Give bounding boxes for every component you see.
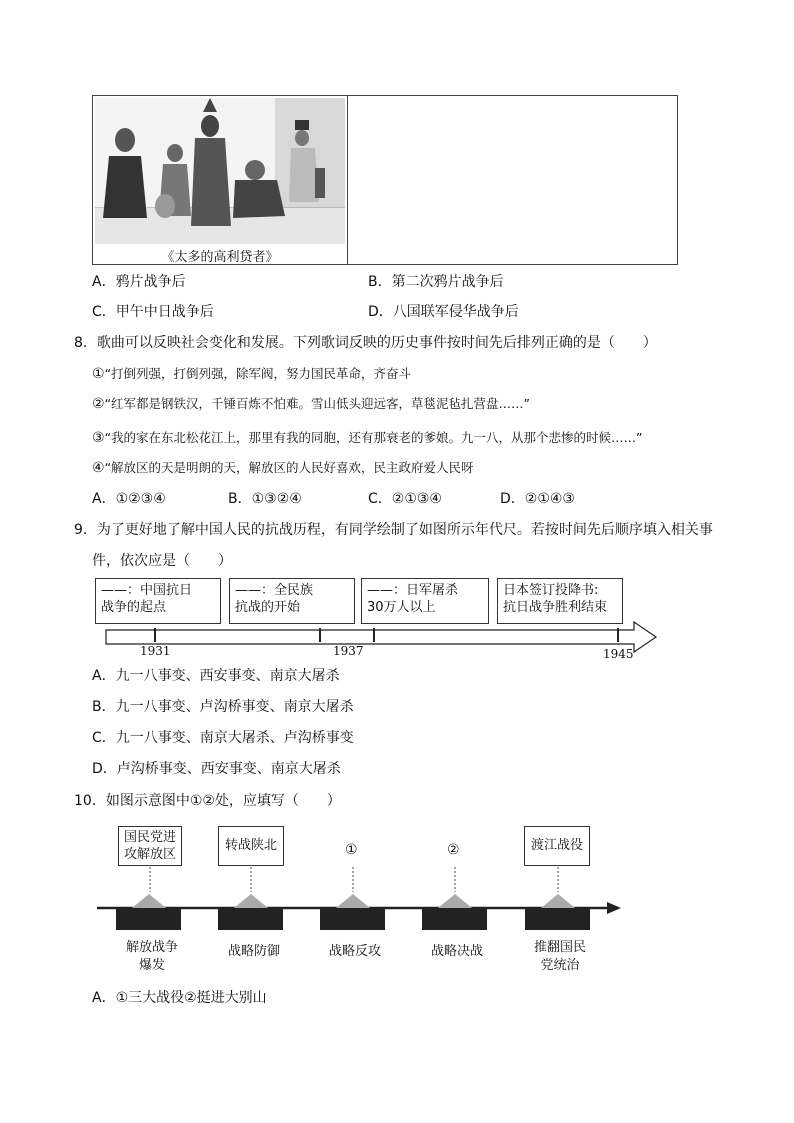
q9-option-b: B．九一八事变、卢沟桥事变、南京大屠杀 (92, 699, 354, 715)
top-box-5: 渡江战役 (524, 826, 590, 866)
q10-option-a: A．①三大战役②挺进大别山 (92, 990, 267, 1006)
blank-2-marker: ② (447, 842, 460, 858)
timeline-box-1: ——：中国抗日 战争的起点 (95, 578, 221, 624)
q7-option-d: D．八国联军侵华战争后 (368, 304, 519, 320)
q8-option-d: D．②①④③ (500, 491, 575, 507)
year-label-1937: 1937 (333, 644, 364, 658)
q8-option-b: B．①③②④ (228, 491, 302, 507)
lyric-number: ④ (92, 460, 105, 476)
q10-stem: 10．如图示意图中①②处，应填写（ ） (74, 793, 341, 809)
year-label-1931: 1931 (140, 644, 171, 658)
lyric-number: ② (92, 396, 105, 412)
q8-lyric-3 (92, 428, 643, 448)
q9-option-c: C．九一八事变、南京大屠杀、卢沟桥事变 (92, 730, 354, 746)
stage-label-1: 解放战争 爆发 (125, 940, 178, 973)
q8-lyric-4 (92, 458, 474, 478)
time-ruler (100, 620, 660, 660)
q7-cartoon-cell (93, 96, 348, 264)
cartoon-image (95, 98, 345, 244)
lyric-number: ① (92, 366, 105, 382)
q8-option-a: A．①②③④ (92, 491, 166, 507)
stage-label-3: 战略反攻 (328, 944, 381, 959)
q7-image-table (92, 95, 678, 265)
q8-option-c: C．②①③④ (368, 491, 442, 507)
lyric-number: ③ (92, 430, 105, 446)
q7-option-c: C．甲午中日战争后 (92, 304, 214, 320)
timeline-box-3: ——：日军屠杀 30万人以上 (361, 578, 489, 624)
top-box-1: 国民党进 攻解放区 (118, 826, 182, 866)
q9-option-d: D．卢沟桥事变、西安事变、南京大屠杀 (92, 761, 341, 777)
top-box-2: 转战陕北 (218, 826, 284, 866)
blank-1-marker: ① (345, 842, 358, 858)
timeline-box-2: ——：全民族 抗战的开始 (229, 578, 355, 624)
stage-label-5: 推翻国民 党统治 (533, 940, 586, 973)
year-label-1945: 1945 (603, 647, 634, 661)
stage-label-4: 战略决战 (430, 944, 483, 959)
q9-stem-line2: 件，依次应是（ ） (92, 553, 232, 569)
lyric-text: “我的家在东北松花江上，那里有我的同胞，还有那衰老的爹娘。九一八，从那个悲惨的时候……” (104, 430, 643, 445)
timeline-box-4: 日本签订投降书: 抗日战争胜利结束 (497, 578, 623, 624)
q9-stem-line1: 9．为了更好地了解中国人民的抗战历程，有同学绘制了如图所示年代尺。若按时间先后顺序填入相关事 (74, 522, 713, 538)
q8-lyric-1 (92, 364, 411, 384)
q8-stem: 8．歌曲可以反映社会变化和发展。下列歌词反映的历史事件按时间先后排列正确的是（ ） (74, 335, 657, 351)
lyric-text: “解放区的天是明朗的天，解放区的人民好喜欢，民主政府爱人民呀 (104, 460, 474, 475)
war-stage-diagram (95, 864, 625, 934)
stage-label-2: 战略防御 (227, 944, 280, 959)
cartoon-caption: 《太多的高利贷者》 (161, 250, 279, 265)
q7-option-b: B．第二次鸦片战争后 (368, 274, 504, 290)
lyric-text: “红军都是钢铁汉，千锤百炼不怕难。雪山低头迎远客，草毯泥毡扎营盘……” (104, 396, 531, 411)
lyric-text: “打倒列强，打倒列强，除军阀，努力国民革命，齐奋斗 (104, 366, 412, 381)
q8-lyric-2 (92, 394, 530, 414)
q9-option-a: A．九一八事变、西安事变、南京大屠杀 (92, 668, 340, 684)
q7-option-a: A．鸦片战争后 (92, 274, 186, 290)
